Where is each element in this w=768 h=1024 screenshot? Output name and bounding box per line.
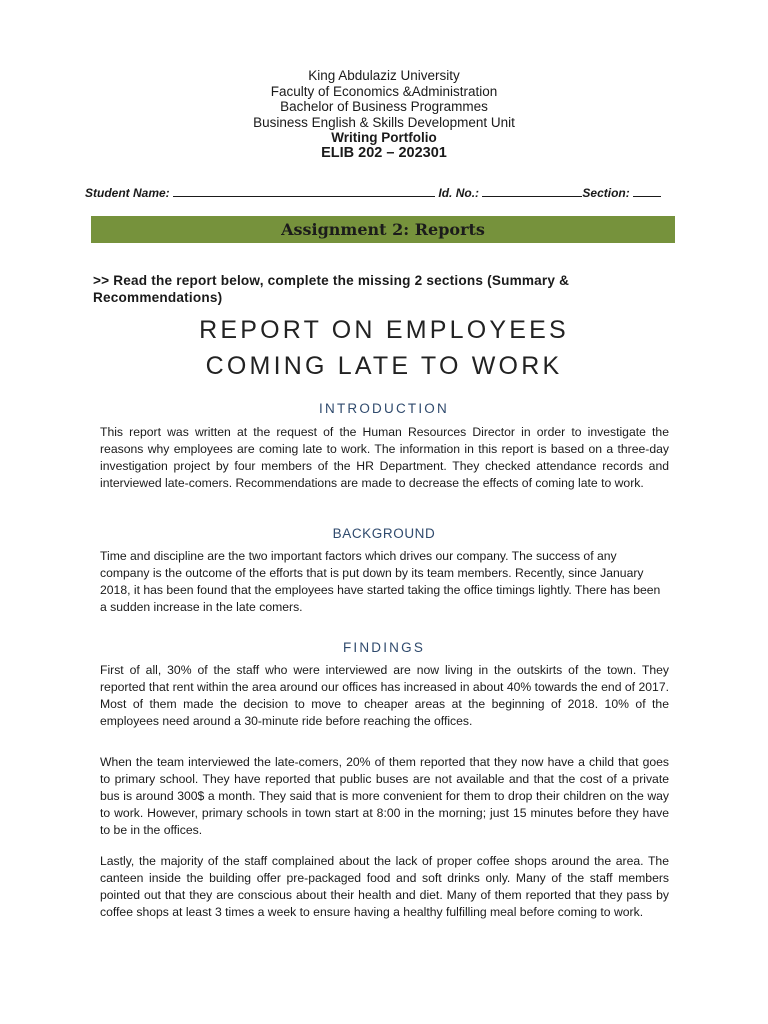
assignment-banner: Assignment 2: Reports	[91, 216, 675, 243]
findings-paragraph-3: Lastly, the majority of the staff complained about the lack of proper coffee shops around the area. The canteen inside the building offer pre-packaged food and soft drinks only. Many of the staff members pointed out that they are conscious about their health and diet. Many of them reported that they pass by coffee shops at least 3 times a week to ensure having a healthy fulfilling meal before coming to work.	[100, 854, 669, 919]
student-info-line	[85, 185, 685, 200]
background-heading: BACKGROUND	[332, 526, 436, 541]
background-paragraph: Time and discipline are the two important factors which drives our company. The success of any company is the outcome of the efforts that is put down by its team members. Recently, since January 2018, it has been found that the employees have started taking the office timings lightly. There has been a sudden increase in the late comers.	[100, 549, 661, 614]
introduction-heading: INTRODUCTION	[319, 401, 449, 416]
unit-name: Business English & Skills Development Unit	[253, 114, 515, 130]
section-label: Section:	[582, 186, 630, 200]
introduction-paragraph: This report was written at the request of the Human Resources Director in order to investigate the reasons why employees are coming late to work. The information in this report is based on a three-day investigation project by four members of the HR Department. They checked attendance records and interviewed late-comers. Recommendations are made to decrease the effects of coming late to work.	[100, 425, 669, 490]
course-code: ELIB 202 – 202301	[321, 144, 447, 161]
university-name: King Abdulaziz University	[308, 68, 460, 83]
id-label: Id. No.:	[438, 186, 480, 200]
findings-paragraph-2: When the team interviewed the late-comers, 20% of them reported that they now have a child that goes to primary school. They have reported that public buses are not available and that the cost of a private bus is around 300$ a month. They said that is more convenient for them to drop their children on the way to work. However, primary schools in town start at 8:00 in the morning; just 15 minutes before they have to be in the offices.	[100, 755, 669, 837]
student-name-blank[interactable]	[173, 185, 435, 197]
programme-name: Bachelor of Business Programmes	[280, 99, 488, 115]
findings-heading: FINDINGS	[342, 640, 426, 655]
id-blank[interactable]	[482, 185, 582, 197]
section-blank[interactable]	[633, 185, 661, 197]
portfolio-title: Writing Portfolio	[331, 130, 437, 146]
document-header	[0, 68, 768, 162]
student-name-label: Student Name:	[85, 186, 170, 200]
report-title-line1: REPORT ON EMPLOYEES	[199, 316, 569, 344]
faculty-name: Faculty of Economics &Administration	[270, 83, 498, 99]
findings-paragraph-1: First of all, 30% of the staff who were interviewed are now living in the outskirts of the town. They reported that rent within the area around our offices has increased in about 40% towards the end of 2017. Most of them made the decision to move to cheaper areas at the beginning of 2018. 10% of the employees need around a 30-minute ride before reaching the offices.	[100, 663, 669, 728]
instruction-text: >> Read the report below, complete the missing 2 sections (Summary & Recommendations)	[93, 273, 570, 305]
report-title-line2: COMING LATE TO WORK	[205, 352, 563, 380]
